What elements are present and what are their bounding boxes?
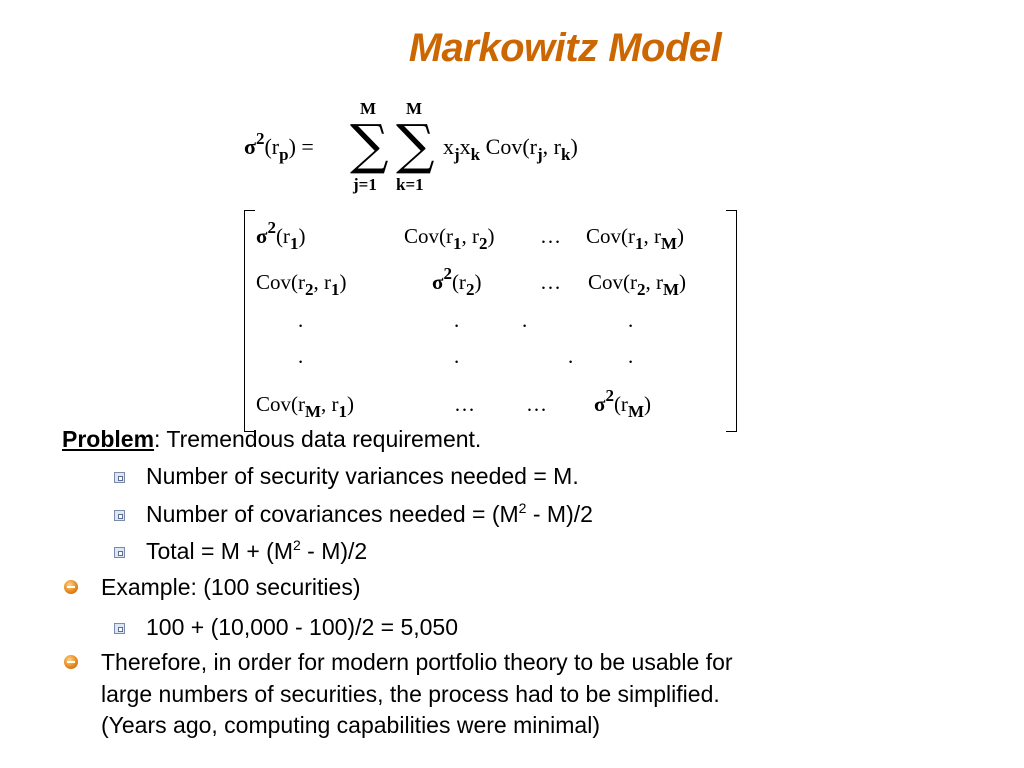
matrix-cell-r5c1: $Cov(r_M$, $r_1$) [256, 392, 355, 421]
sum2-upper-limit: M [406, 99, 423, 118]
formula-lhs: $\sigma^2(r_p)$ = [244, 129, 314, 164]
matrix-dot: . [628, 308, 634, 332]
square-bullet-icon [114, 472, 125, 483]
matrix-dot: . [298, 344, 304, 368]
sum1-upper-limit: M [360, 99, 377, 118]
matrix-cell-r2c1: $Cov(r_2$, $r_1$) [256, 270, 347, 299]
matrix-cell-r2c2: $\sigma^2(r_2)$ [432, 264, 482, 299]
orange-disc-bullet-icon [64, 655, 78, 669]
matrix-dot: . [568, 344, 574, 368]
matrix-right-bracket [726, 210, 737, 432]
sub-bullet-covariances: Number of covariances needed = $(M^2 - M)/2$ [146, 500, 593, 527]
sum2-lower-limit: k=1 [396, 175, 424, 194]
matrix-cell-r1c4: $Cov(r_1$, $r_M$) [586, 224, 685, 253]
slide-title: Markowitz Model [408, 26, 722, 70]
problem-line [62, 426, 481, 452]
matrix-cell-r1c2: $Cov(r_1$, $r_2$) [404, 224, 495, 253]
bullet-therefore-line2: large numbers of securities, the process had to be simplified. [101, 681, 720, 707]
covariance-matrix [244, 210, 737, 430]
bullet-example: Example: (100 securities) [101, 574, 361, 600]
matrix-cell-r1c3: … [540, 224, 561, 248]
matrix-dot: . [454, 344, 460, 368]
square-bullet-icon [114, 510, 125, 521]
sub-bullet-variances: Number of security variances needed = M. [146, 463, 579, 489]
matrix-dot: . [522, 308, 528, 332]
matrix-dot: . [454, 308, 460, 332]
matrix-dot: . [298, 308, 304, 332]
problem-label: Problem [62, 426, 155, 452]
problem-text: : Tremendous data requirement. [154, 426, 482, 452]
square-bullet-icon [114, 547, 125, 558]
matrix-cell-r5c2: … [454, 392, 475, 416]
matrix-cell-r1c1: $\sigma^2(r_1)$ [256, 218, 306, 253]
sub-bullet-example-calc: 100 + (10,000 - 100)/2 = 5,050 [146, 614, 459, 640]
bullet-therefore-line3: (Years ago, computing capabilities were minimal) [101, 712, 600, 738]
square-bullet-icon [114, 623, 125, 634]
summation-symbol-2: ∑ [396, 113, 435, 176]
matrix-cell-r2c4: $Cov(r_2$, $r_M$) [588, 270, 687, 299]
sum1-lower-limit: j=1 [353, 175, 377, 194]
bullet-therefore-line1: Therefore, in order for modern portfolio theory to be usable for [101, 649, 733, 675]
matrix-left-bracket [244, 210, 255, 432]
sub-bullet-total: Total = $M + (M^2 - M)/2$ [146, 537, 368, 564]
matrix-cell-r5c4: $\sigma^2(r_M)$ [594, 386, 651, 421]
orange-disc-bullet-icon [64, 580, 78, 594]
formula-summand: $x_jx_k$ $Cov(r_j$, $r_k$) [443, 134, 578, 164]
matrix-cell-r5c3: … [526, 392, 547, 416]
summation-symbol-1: ∑ [350, 113, 389, 176]
matrix-cell-r2c3: … [540, 270, 561, 294]
matrix-dot: . [628, 344, 634, 368]
